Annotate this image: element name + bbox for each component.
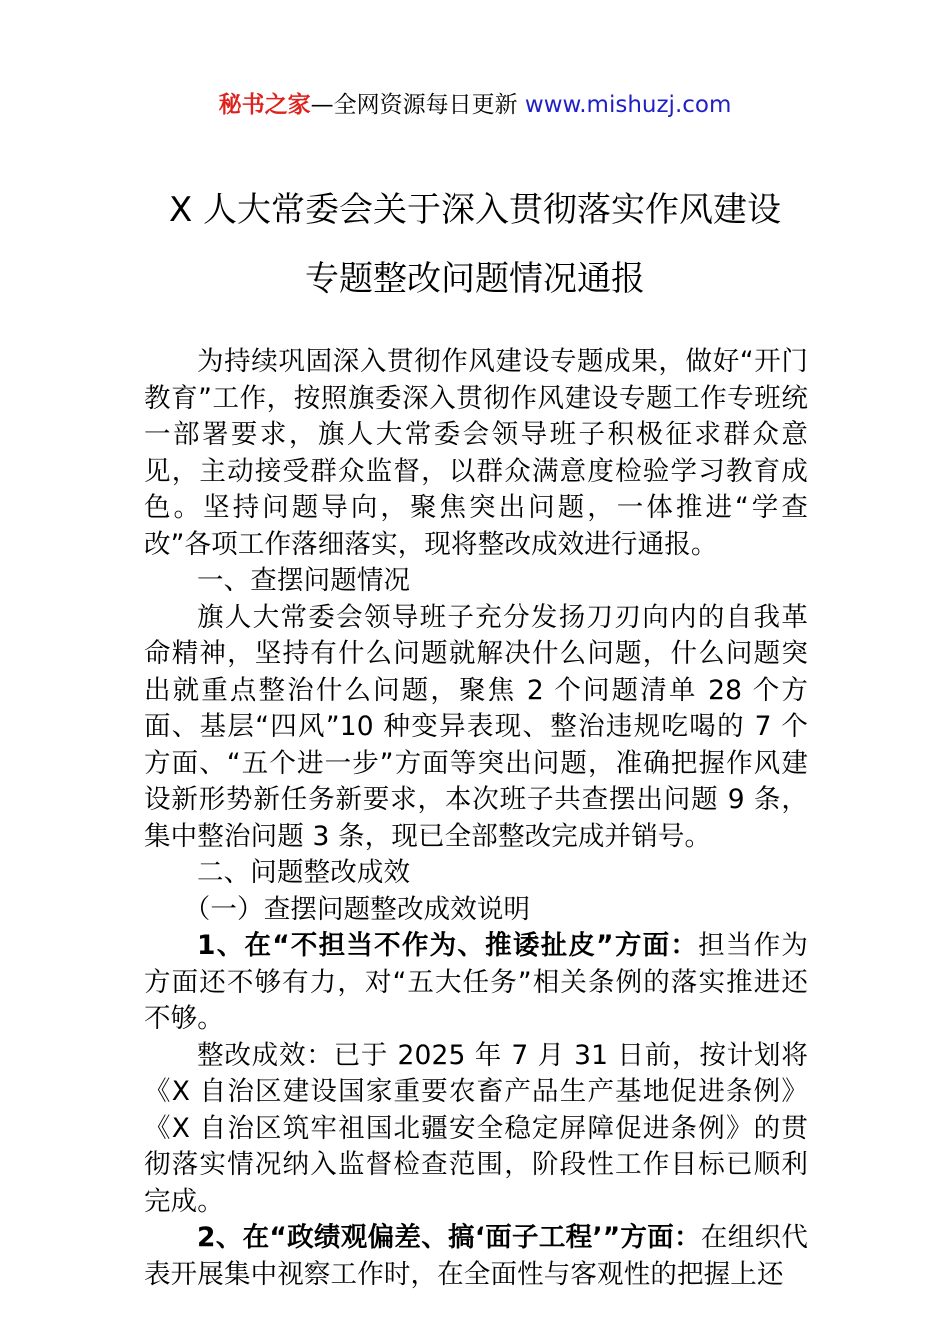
item-1-result: 整改成效：已于 2025 年 7 月 31 日前，按计划将《X 自治区建设国家重要农畜产品生产基地促进条例》《X 自治区筑牢祖国北疆安全稳定屏障促进条例》的贯彻落实情况纳入监督检查范围，阶段性工作目标已顺利完成。: [144, 1039, 808, 1217]
item-2-body: 在组织代表开展集中视察工作时，在全面性与客观性的把握上还: [144, 1222, 808, 1290]
document-title-line-1: X 人大常委会关于深入贯彻落实作风建设: [168, 190, 782, 230]
site-url[interactable]: www.mishuzj.com: [524, 92, 732, 118]
site-header: [0, 88, 950, 122]
document-title-line-2: 专题整改问题情况通报: [305, 259, 645, 299]
item-1-body: 担当作为方面还不够有力，对“五大任务”相关条例的落实推进还不够。: [144, 930, 808, 1034]
item-1-paragraph: [144, 928, 808, 1038]
item-2-paragraph: [144, 1220, 808, 1293]
item-2-title: 2、在“政绩观偏差、搞‘面子工程’”方面：: [197, 1222, 701, 1253]
brand-name: 秘书之家: [218, 92, 311, 118]
header-tagline: —全网资源每日更新: [310, 92, 518, 118]
section-1-paragraph: 旗人大常委会领导班子充分发扬刀刃向内的自我革命精神，坚持有什么问题就解决什么问题，什么问题突出就重点整治什么问题，聚焦 2 个问题清单 28 个方面、基层“四风”10 种变异表现、整治违规吃喝的 7 个方面、“五个进一步”方面等突出问题，准确把握作风建设新形势新任务新要求，本次班子共查摆出问题 9 条，集中整治问题 3 条，现已全部整改完成并销号。: [144, 601, 808, 852]
document-body: [144, 344, 808, 1293]
section-1-heading: 一、查摆问题情况: [197, 565, 411, 596]
intro-paragraph: 为持续巩固深入贯彻作风建设专题成果，做好“开门教育”工作，按照旗委深入贯彻作风建设专题工作专班统一部署要求，旗人大常委会领导班子积极征求群众意见，主动接受群众监督，以群众满意度检验学习教育成色。坚持问题导向，聚焦突出问题，一体推进“学查改”各项工作落细落实，现将整改成效进行通报。: [144, 346, 808, 560]
section-2-heading: 二、问题整改成效: [197, 857, 411, 888]
item-1-title: 1、在“不担当不作为、推诿扯皮”方面：: [197, 930, 699, 961]
section-2-subheading: （一）查摆问题整改成效说明: [183, 893, 531, 925]
